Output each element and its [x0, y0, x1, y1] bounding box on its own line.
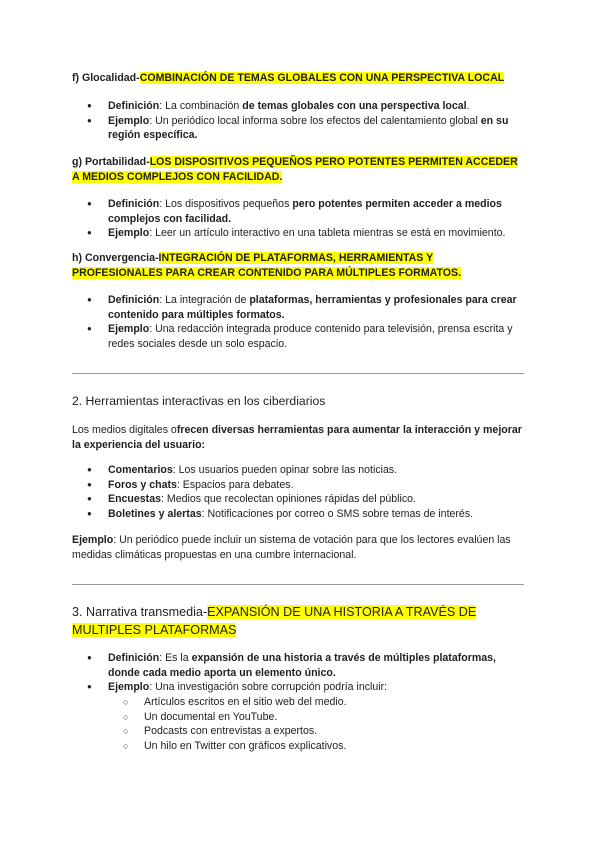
- ej-label: Ejemplo: [108, 681, 150, 693]
- list-item: [72, 492, 524, 507]
- section3-title-prefix: 3. Narrativa transmedia-: [72, 605, 208, 619]
- list-item: [72, 478, 524, 493]
- list-item: ○ Un hilo en Twitter con gráficos explicativos.: [72, 739, 524, 754]
- portabilidad-title-highlight: LOS DISPOSITIVOS PEQUEÑOS PERO POTENTES PERMITEN ACCEDER A MEDIOS COMPLEJOS CON FACILIDAD.: [72, 156, 518, 183]
- ej-label: Ejemplo: [108, 323, 150, 335]
- def-bold: plataformas, herramientas y profesionales para crear contenido para múltiples formatos.: [108, 294, 517, 321]
- def-text: : La combinación: [159, 100, 243, 112]
- convergencia-title-prefix: h) Convergencia-: [72, 252, 159, 264]
- ej-text: : Leer un artículo interactivo en una tableta mientras se está en movimiento.: [149, 227, 506, 239]
- item-label: Boletines y alertas: [108, 507, 202, 520]
- ej-text: : Un periódico puede incluir un sistema de votación para que los lectores evalúen las medidas climáticas propuestas en una cumbre internacional.: [72, 534, 511, 561]
- ej-text: : Una redacción integrada produce contenido para televisión, prensa escrita y redes sociales desde un solo espacio.: [108, 323, 513, 350]
- section3-title-highlight: EXPANSIÓN DE UNA HISTORIA A TRAVÉS DE MULTIPLES PLATAFORMAS: [72, 605, 477, 637]
- def-text: : Es la: [159, 652, 192, 664]
- list-item: [72, 197, 524, 226]
- item-text: : Medios que recolectan opiniones rápidas del público.: [161, 493, 417, 505]
- def-text: : La integración de: [159, 294, 250, 306]
- item-text: : Notificaciones por correo o SMS sobre temas de interés.: [201, 507, 474, 520]
- portabilidad-title-prefix: g) Portabilidad-: [72, 156, 150, 168]
- ej-label: Ejemplo: [108, 227, 150, 239]
- horizontal-divider: [72, 373, 524, 374]
- portabilidad-list: [72, 197, 524, 241]
- def-post: .: [466, 100, 470, 112]
- glocalidad-title-prefix: f) Glocalidad-: [72, 72, 140, 84]
- list-item: [72, 651, 524, 680]
- horizontal-divider: [72, 584, 524, 585]
- item-text: : Espacios para debates.: [176, 478, 294, 491]
- section2-list: [72, 463, 524, 521]
- section3-list: [72, 651, 524, 695]
- portabilidad-heading: [72, 155, 524, 184]
- intro-text: Los medios digitales o: [72, 424, 177, 436]
- def-label: Definición: [108, 198, 160, 210]
- list-item: [72, 226, 524, 241]
- item-text: : Los usuarios pueden opinar sobre las noticias.: [172, 464, 398, 476]
- def-label: Definición: [108, 100, 160, 112]
- item-label: Encuestas: [108, 493, 161, 505]
- item-label: Foros y chats: [108, 478, 177, 491]
- list-item: [72, 463, 524, 478]
- list-item: [72, 322, 524, 351]
- convergencia-list: [72, 293, 524, 351]
- intro-bold: frecen diversas herramientas para aumentar la interacción y mejorar la experiencia del usuario:: [72, 424, 522, 451]
- ej-bold: en su región específica.: [108, 114, 509, 141]
- def-bold: pero potentes permiten acceder a medios complejos con facilidad.: [108, 198, 502, 225]
- convergencia-title-highlight: INTEGRACIÓN DE PLATAFORMAS, HERRAMIENTAS Y PROFESIONALES PARA CREAR CONTENIDO PARA MÚLTIPLES FORMATOS.: [72, 252, 462, 279]
- list-item: [72, 293, 524, 322]
- def-bold: expansión de una historia a través de múltiples plataformas, donde cada medio aporta un elemento único.: [108, 652, 496, 679]
- ej-text: : Una investigación sobre corrupción podría incluir:: [149, 681, 388, 693]
- list-item: ○ Un documental en YouTube.: [72, 710, 524, 725]
- list-item: ○ Podcasts con entrevistas a expertos.: [72, 724, 524, 739]
- list-item: [72, 114, 524, 143]
- glocalidad-title-highlight: COMBINACIÓN DE TEMAS GLOBALES CON UNA PERSPECTIVA LOCAL: [139, 72, 505, 84]
- glocalidad-list: [72, 99, 524, 143]
- section2-intro: [72, 423, 524, 452]
- section3-sublist: [72, 695, 524, 753]
- ej-label: Ejemplo: [108, 114, 150, 127]
- list-item: [72, 507, 524, 522]
- ej-text: : Un periódico local informa sobre los efectos del calentamiento global: [149, 114, 481, 127]
- section2-example: [72, 533, 524, 562]
- def-label: Definición: [108, 294, 160, 306]
- list-item: [72, 680, 524, 695]
- item-label: Comentarios: [108, 464, 173, 476]
- ej-label: Ejemplo: [72, 534, 114, 546]
- section2-title: 2. Herramientas interactivas en los ciberdiarios: [72, 394, 326, 408]
- list-item: ○ Artículos escritos en el sitio web del medio.: [72, 695, 524, 710]
- def-label: Definición: [108, 652, 160, 664]
- def-text: : Los dispositivos pequeños: [159, 198, 293, 210]
- glocalidad-heading: [72, 71, 524, 86]
- list-item: [72, 99, 524, 114]
- section3-title: [72, 603, 524, 639]
- def-bold: de temas globales con una perspectiva local: [242, 100, 467, 112]
- convergencia-heading: [72, 251, 524, 280]
